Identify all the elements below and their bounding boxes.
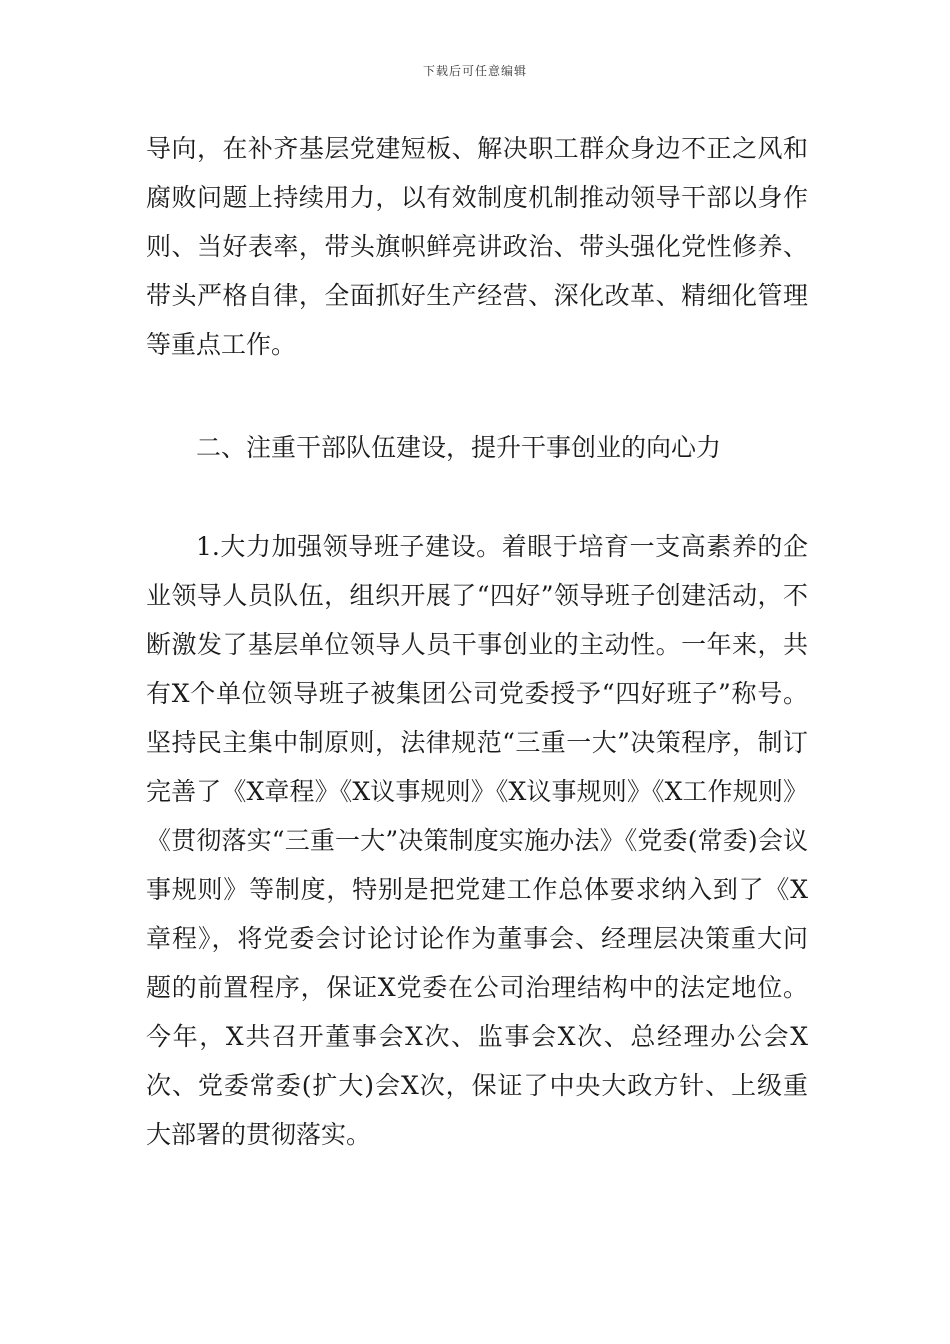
section-heading: 二、注重干部队伍建设，提升干事创业的向心力: [196, 433, 722, 462]
document-body: [146, 124, 808, 1159]
paragraph-spacer: [146, 369, 808, 423]
header-note: 下载后可任意编辑: [422, 64, 527, 78]
paragraph-leadership-building: 1.大力加强领导班子建设。着眼于培育一支高素养的企业领导人员队伍，组织开展了“四好”领导班子创建活动，不断激发了基层单位领导人员干事创业的主动性。一年来，共有X个单位领导班子被集团公司党委授予“四好班子”称号。坚持民主集中制原则，法律规范“三重一大”决策程序，制订完善了《X章程》《X议事规则》《X议事规则》《X工作规则》《贯彻落实“三重一大”决策制度实施办法》《党委(常委)会议事规则》等制度，特别是把党建工作总体要求纳入到了《X章程》，将党委会讨论讨论作为董事会、经理层决策重大问题的前置程序，保证X党委在公司治理结构中的法定地位。今年，X共召开董事会X次、监事会X次、总经理办公会X次、党委常委(扩大)会X次，保证了中央大政方针、上级重大部署的贯彻落实。: [146, 532, 808, 1149]
heading-spacer: [146, 472, 808, 522]
paragraph-continuation: 导向，在补齐基层党建短板、解决职工群众身边不正之风和腐败问题上持续用力，以有效制度机制推动领导干部以身作则、当好表率，带头旗帜鲜亮讲政治、带头强化党性修养、带头严格自律，全面抓好生产经营、深化改革、精细化管理等重点工作。: [146, 134, 808, 359]
